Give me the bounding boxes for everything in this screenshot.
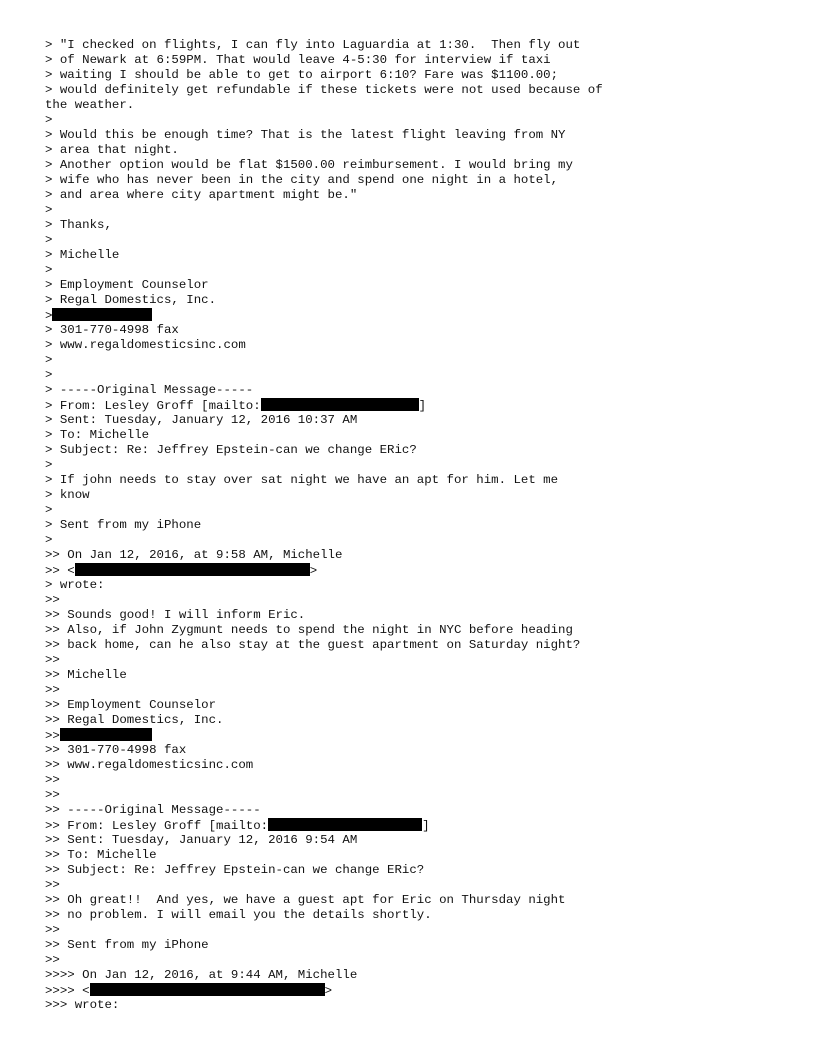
header-sent: > Sent: Tuesday, January 12, 2016 10:37 AM — [45, 413, 358, 427]
quoted-text-line: > If john needs to stay over sat night we have an apt for him. Let me — [45, 473, 559, 487]
attribution-address — [45, 983, 805, 998]
address-close: > — [309, 564, 318, 578]
original-message-separator: >> -----Original Message----- — [45, 803, 261, 817]
quote-marker-line: > — [45, 368, 53, 382]
header-to: > To: Michelle — [45, 428, 150, 442]
signature-fax: > 301-770-4998 fax — [45, 323, 179, 337]
redaction-block — [52, 308, 152, 321]
quoted-text-line: > Would this be enough time? That is the latest flight leaving from NY — [45, 128, 566, 142]
mailto-close: ] — [418, 399, 427, 413]
quote-marker-line: >> — [45, 953, 60, 967]
attribution-address-text: >>>> < — [45, 984, 90, 998]
quoted-text-line: >> Oh great!! And yes, we have a guest apt for Eric on Thursday night — [45, 893, 566, 907]
quote-marker-line: >> — [45, 653, 60, 667]
signature-fax: >> 301-770-4998 fax — [45, 743, 187, 757]
quote-marker-line: > — [45, 503, 53, 517]
quote-marker-line: > — [45, 458, 53, 472]
redaction-block — [75, 563, 310, 576]
address-close: > — [324, 984, 333, 998]
redaction-block — [60, 728, 152, 741]
sent-from-line: >> Sent from my iPhone — [45, 938, 209, 952]
original-message-separator: > -----Original Message----- — [45, 383, 254, 397]
quoted-text-line: > Another option would be flat $1500.00 reimbursement. I would bring my — [45, 158, 573, 172]
header-from — [45, 818, 805, 833]
header-to: >> To: Michelle — [45, 848, 157, 862]
quoted-text-line: > would definitely get refundable if these tickets were not used because of — [45, 83, 603, 97]
quote-marker-line: >> — [45, 788, 60, 802]
quote-marker-line: >> — [45, 923, 60, 937]
signature-website: > www.regaldomesticsinc.com — [45, 338, 246, 352]
signature-redacted-line — [45, 728, 805, 743]
sent-from-line: > Sent from my iPhone — [45, 518, 202, 532]
header-from-text: > From: Lesley Groff [mailto: — [45, 399, 261, 413]
quote-marker-line: >> — [45, 773, 60, 787]
quote-marker-line: > — [45, 533, 53, 547]
email-document — [45, 38, 805, 1013]
signature-title: > Employment Counselor — [45, 278, 209, 292]
attribution-line: >> On Jan 12, 2016, at 9:58 AM, Michelle — [45, 548, 343, 562]
quoted-text-line: >> Also, if John Zygmunt needs to spend the night in NYC before heading — [45, 623, 573, 637]
signature-name: >> Michelle — [45, 668, 127, 682]
signature-title: >> Employment Counselor — [45, 698, 217, 712]
header-subject: >> Subject: Re: Jeffrey Epstein-can we change ERic? — [45, 863, 425, 877]
quote-marker: > — [45, 309, 53, 323]
mailto-close: ] — [422, 819, 430, 833]
quote-marker-line: > — [45, 203, 53, 217]
quote-marker-line: >> — [45, 878, 60, 892]
attribution-address-text: >> < — [45, 564, 75, 578]
quoted-text-line: > "I checked on flights, I can fly into Laguardia at 1:30. Then fly out — [45, 38, 581, 52]
closing-line: > Thanks, — [45, 218, 112, 232]
quoted-text-line: > of Newark at 6:59PM. That would leave 4-5:30 for interview if taxi — [45, 53, 551, 67]
redaction-block — [261, 398, 419, 411]
quoted-text-line: the weather. — [45, 98, 135, 112]
quoted-text-line: > wife who has never been in the city and spend one night in a hotel, — [45, 173, 559, 187]
header-subject: > Subject: Re: Jeffrey Epstein-can we change ERic? — [45, 443, 417, 457]
quote-marker-line: >> — [45, 593, 60, 607]
quoted-text-line: > area that night. — [45, 143, 179, 157]
quote-marker-line: >> — [45, 683, 60, 697]
attribution-line: >>>> On Jan 12, 2016, at 9:44 AM, Michelle — [45, 968, 358, 982]
signature-company: >> Regal Domestics, Inc. — [45, 713, 224, 727]
attribution-wrote: >>> wrote: — [45, 998, 120, 1012]
header-from-text: >> From: Lesley Groff [mailto: — [45, 819, 269, 833]
quote-marker-line: > — [45, 233, 53, 247]
redaction-block — [268, 818, 422, 831]
quoted-text-line: > and area where city apartment might be." — [45, 188, 358, 202]
header-from — [45, 398, 805, 413]
signature-website: >> www.regaldomesticsinc.com — [45, 758, 254, 772]
quoted-text-line: >> Sounds good! I will inform Eric. — [45, 608, 306, 622]
redaction-block — [90, 983, 325, 996]
quote-marker-line: > — [45, 113, 53, 127]
signature-name: > Michelle — [45, 248, 120, 262]
attribution-address — [45, 563, 805, 578]
quoted-text-line: >> back home, can he also stay at the guest apartment on Saturday night? — [45, 638, 581, 652]
quoted-text-line: > know — [45, 488, 90, 502]
signature-redacted-line — [45, 308, 805, 323]
quote-marker: >> — [45, 729, 60, 743]
attribution-wrote: > wrote: — [45, 578, 105, 592]
quote-marker-line: > — [45, 263, 53, 277]
quoted-text-line: > waiting I should be able to get to airport 6:10? Fare was $1100.00; — [45, 68, 559, 82]
header-sent: >> Sent: Tuesday, January 12, 2016 9:54 AM — [45, 833, 358, 847]
quote-marker-line: > — [45, 353, 53, 367]
signature-company: > Regal Domestics, Inc. — [45, 293, 217, 307]
quoted-text-line: >> no problem. I will email you the details shortly. — [45, 908, 432, 922]
